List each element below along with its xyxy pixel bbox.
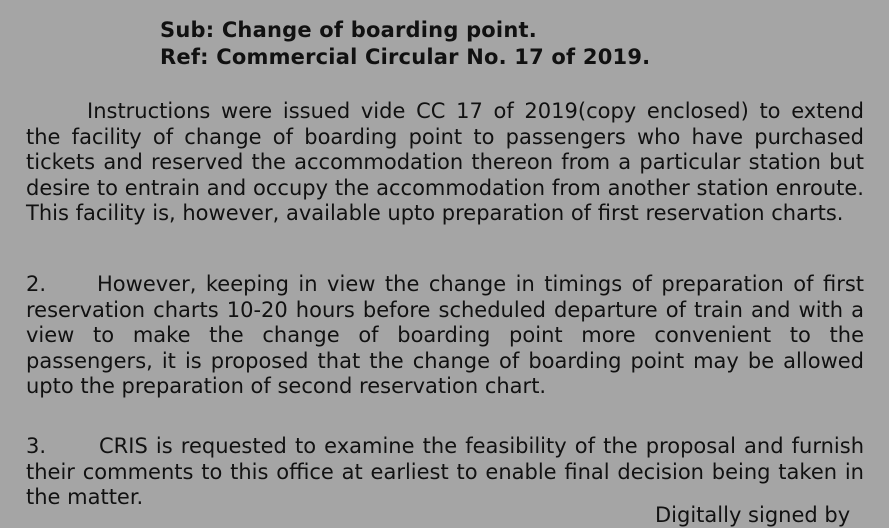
paragraph-1 [26, 99, 864, 227]
paragraph-1-text: Instructions were issued vide CC 17 of 2019(copy enclosed) to extend the facility of change of boarding point to passengers who have purchased tickets and reserved the accommodation thereon from a particular station but desire to entrain and occupy the accommodation from another station enroute. This facility is, however, available upto preparation of first reservation charts. [26, 99, 864, 225]
paragraph-2-text: However, keeping in view the change in timings of preparation of first reservation charts 10-20 hours before scheduled departure of train and with a view to make the change of boarding point more convenient to the passengers, it is proposed that the change of boarding point may be allowed upto the preparation of second reservation chart. [26, 272, 864, 398]
digital-signature-note: Digitally signed by [655, 503, 851, 527]
paragraph-2-number: 2. [26, 272, 47, 296]
reference-line: Ref: Commercial Circular No. 17 of 2019. [160, 45, 651, 69]
paragraph-3-number: 3. [26, 434, 47, 458]
paragraph-3-text: CRIS is requested to examine the feasibility of the proposal and furnish their comments to this office at earliest to enable final decision being taken in the matter. [26, 434, 864, 509]
paragraph-2 [26, 272, 864, 400]
paragraph-3 [26, 434, 864, 511]
subject-line: Sub: Change of boarding point. [160, 18, 537, 42]
